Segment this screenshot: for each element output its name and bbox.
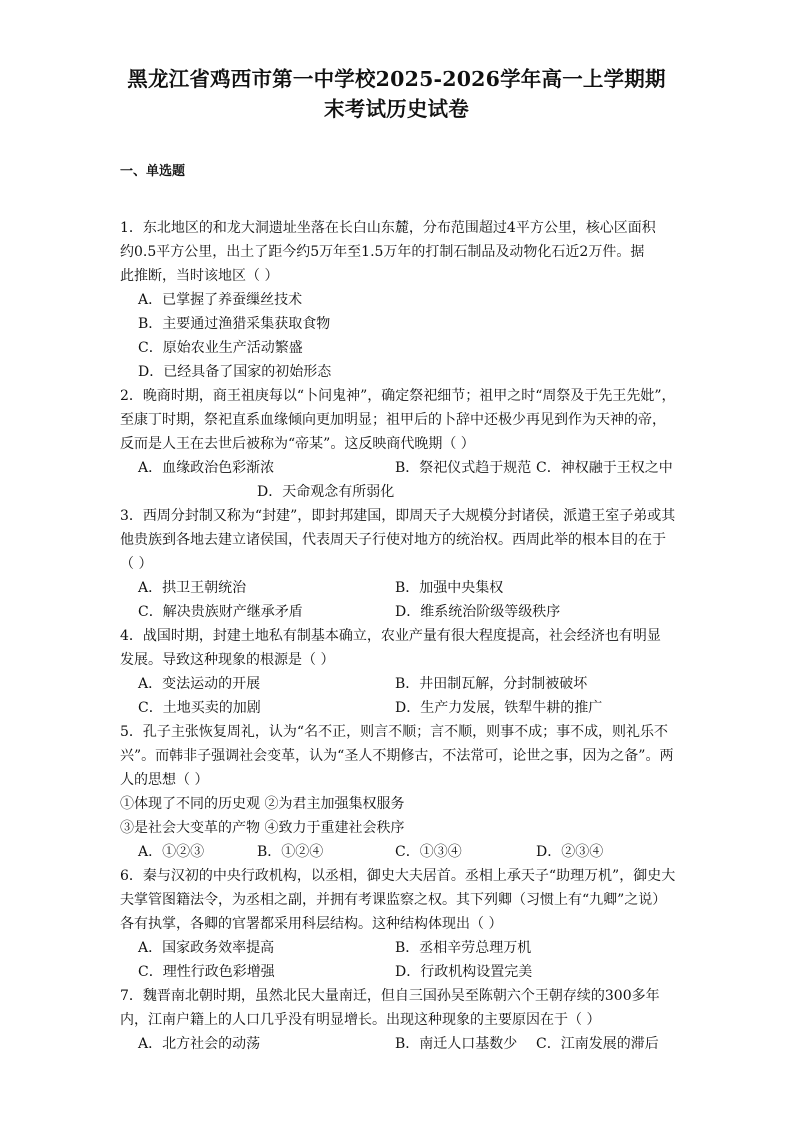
q5-option-c: C．①③④: [395, 844, 462, 860]
q6-stem-line-2: 夫掌管图籍法令，为丞相之副，并拥有考课监察之权。其下列卿（习惯上有“九卿”之说）: [120, 892, 667, 908]
q3-stem-line-1: 3．西周分封制又称为“封建”，即封邦建国，即周天子大规模分封诸侯，派遣王室子弟或其: [120, 508, 676, 524]
q4-option-a: A．变法运动的开展: [138, 676, 261, 692]
q6-stem-line-1: 6．秦与汉初的中央行政机构，以丞相，御史大夫居首。丞相上承天子“助理万机”，御史大: [120, 868, 676, 884]
q7-stem-line-2: 内，江南户籍上的人口几乎没有明显增长。出现这种现象的主要原因在于（ ）: [120, 1012, 601, 1028]
q5-option-a: A．①②③: [138, 844, 205, 860]
section-heading: 一、单选题: [120, 164, 186, 179]
q4-option-c: C．土地买卖的加剧: [138, 700, 261, 716]
q2-option-c: C．神权融于王权之中: [536, 460, 673, 476]
q2-option-d: D．天命观念有所弱化: [257, 484, 395, 500]
q5-item-line-2: ③是社会大变革的产物 ④致力于重建社会秩序: [120, 820, 405, 836]
q6-stem-line-3: 各有执掌，各卿的官署都采用科层结构。这种结构体现出（ ）: [120, 916, 503, 932]
q2-option-a: A．血缘政治色彩渐浓: [138, 460, 275, 476]
q7-stem-line-1: 7．魏晋南北朝时期，虽然北民大量南迁，但自三国孙吴至陈朝六个王朝存续的300多年: [120, 988, 660, 1004]
q2-stem-line-2: 至康丁时期，祭祀直系血缘倾向更加明显；祖甲后的卜辞中还极少再见到作为天神的帝，: [120, 412, 666, 428]
q1-option-d: D．已经具备了国家的初始形态: [138, 364, 332, 380]
q1-option-b: B．主要通过渔猎采集获取食物: [138, 316, 331, 332]
q6-option-b: B．丞相辛劳总理万机: [395, 940, 532, 956]
exam-title: [110, 64, 683, 124]
q5-stem-line-3: 人的思想（ ）: [120, 772, 209, 788]
q3-option-d: D．维系统治阶级等级秩序: [395, 604, 561, 620]
q4-stem-line-1: 4．战国时期，封建土地私有制基本确立，农业产量有很大程度提高，社会经济也有明显: [120, 628, 661, 644]
q1-option-c: C．原始农业生产活动繁盛: [138, 340, 303, 356]
q5-option-d: D．②③④: [536, 844, 604, 860]
q3-option-c: C．解决贵族财产继承矛盾: [138, 604, 303, 620]
q5-option-b: B．①②④: [257, 844, 324, 860]
q1-stem-line-1: 1．东北地区的和龙大洞遗址坐落在长白山东麓，分布范围超过4平方公里，核心区面积: [120, 220, 656, 236]
q6-option-d: D．行政机构设置完美: [395, 964, 533, 980]
q3-stem-line-2: 他贵族到各地去建立诸侯国，代表周天子行使对地方的统治权。西周此举的根本目的在于: [120, 532, 666, 548]
q4-option-d: D．生产力发展，铁犁牛耕的推广: [395, 700, 603, 716]
q2-option-b: B．祭祀仪式趋于规范: [395, 460, 532, 476]
q2-stem-line-3: 反而是人王在去世后被称为“帝某”。这反映商代晚期（ ）: [120, 436, 475, 452]
q4-option-b: B．井田制瓦解，分封制被破坏: [395, 676, 588, 692]
q5-stem-line-2: 兴”。而韩非子强调社会变革，认为“圣人不期修古，不法常可，论世之事，因为之备”。两: [120, 748, 674, 764]
q6-option-c: C．理性行政色彩增强: [138, 964, 275, 980]
q2-stem-line-1: 2．晚商时期，商王祖庚每以“卜问鬼神”，确定祭祀细节；祖甲之时“周祭及于先王先妣”，: [120, 388, 676, 404]
q7-option-c: C．江南发展的滞后: [536, 1036, 659, 1052]
q7-option-a: A．北方社会的动荡: [138, 1036, 261, 1052]
q4-stem-line-2: 发展。导致这种现象的根源是（ ）: [120, 652, 335, 668]
q3-option-a: A．拱卫王朝统治: [138, 580, 247, 596]
q7-option-b: B．南迁人口基数少: [395, 1036, 518, 1052]
exam-title-line-2: 末考试历史试卷: [324, 97, 469, 121]
q3-option-b: B．加强中央集权: [395, 580, 504, 596]
q5-item-line-1: ①体现了不同的历史观 ②为君主加强集权服务: [120, 796, 405, 812]
q1-option-a: A．已掌握了养蚕缫丝技术: [138, 292, 303, 308]
q6-option-a: A．国家政务效率提高: [138, 940, 275, 956]
q3-stem-line-3: （ ）: [120, 556, 153, 572]
q1-stem-line-2: 约0.5平方公里，出土了距今约5万年至1.5万年的打制石制品及动物化石近2万件。据: [120, 244, 645, 260]
exam-title-line-1: 黑龙江省鸡西市第一中学校2025-2026学年高一上学期期: [127, 67, 666, 91]
q1-stem-line-3: 此推断，当时该地区（ ）: [120, 268, 279, 284]
q5-stem-line-1: 5．孔子主张恢复周礼，认为“名不正，则言不顺；言不顺，则事不成；事不成，则礼乐不: [120, 724, 669, 740]
